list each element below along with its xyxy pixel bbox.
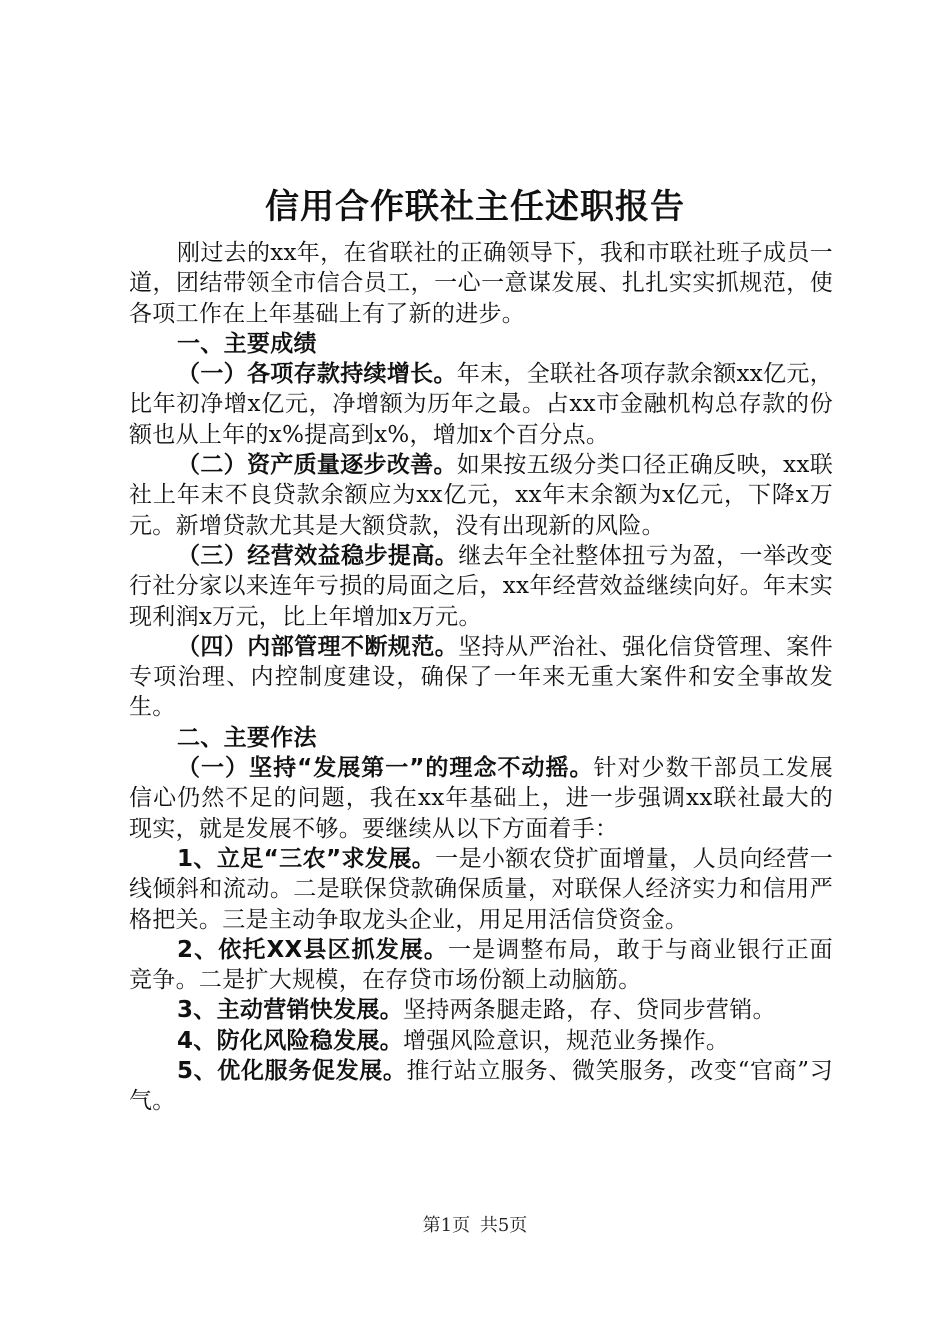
- paragraph: [129, 1056, 833, 1117]
- intro-paragraph: [129, 238, 833, 329]
- paragraph: [129, 450, 833, 541]
- paragraph: [129, 1026, 833, 1056]
- paragraph-lead: （二）资产质量逐步改善。: [177, 452, 457, 479]
- page-number: 第1页: [422, 1215, 471, 1236]
- paragraph: [129, 632, 833, 723]
- paragraph-text: 针对少数干部员工发展信心仍然不足的问题，我在xx年基础上，进一步强调xx联社最大的现实，就是发展不够。要继续从以下方面着手：: [129, 755, 833, 842]
- document-body: [129, 238, 833, 1117]
- paragraph-text: 继去年全社整体扭亏为盈，一举改变行社分家以来连年亏损的局面之后，xx年经营效益继续向好。年末实现利润x万元，比上年增加x万元。: [129, 542, 833, 630]
- page-total: 共5页: [479, 1215, 528, 1236]
- paragraph-text: 推行站立服务、微笑服务，改变“官商”习气。: [129, 1058, 833, 1115]
- paragraph-lead: （一）各项存款持续增长。: [177, 361, 457, 388]
- paragraph-text: 年末，全联社各项存款余额xx亿元，比年初净增x亿元，净增额为历年之最。占xx市金融机构总存款的份额也从上年的x%提高到x%，增加x个百分点。: [129, 361, 833, 448]
- paragraph: [129, 359, 833, 450]
- section-heading-text: 一、主要成绩: [177, 330, 317, 357]
- paragraph-text: 坚持两条腿走路，存、贷同步营销。: [403, 997, 776, 1024]
- paragraph-lead: （一）坚持“发展第一”的理念不动摇。: [177, 755, 594, 782]
- paragraph-lead: （三）经营效益稳步提高。: [177, 542, 459, 569]
- paragraph: [129, 995, 833, 1025]
- paragraph-lead: 2、依托XX县区抓发展。: [177, 936, 448, 963]
- paragraph-lead: 5、优化服务促发展。: [177, 1058, 407, 1085]
- paragraph: [129, 753, 833, 844]
- paragraph-lead: （四）内部管理不断规范。: [177, 633, 459, 660]
- paragraph: [129, 844, 833, 935]
- paragraph-lead: 4、防化风险稳发展。: [177, 1027, 404, 1054]
- paragraph: [129, 935, 833, 996]
- paragraph-text: 刚过去的xx年，在省联社的正确领导下，我和市联社班子成员一道，团结带领全市信合员工，一心一意谋发展、扎扎实实抓规范，使各项工作在上年基础上有了新的进步。: [129, 240, 833, 327]
- paragraph: [129, 541, 833, 632]
- section-heading: [129, 723, 833, 753]
- section-heading-text: 二、主要作法: [177, 724, 317, 751]
- paragraph-lead: 1、立足“三农”求发展。: [177, 845, 436, 872]
- section-heading: [129, 329, 833, 359]
- paragraph-lead: 3、主动营销快发展。: [177, 997, 404, 1024]
- paragraph-text: 一是小额农贷扩面增量，人员向经营一线倾斜和流动。二是联保贷款确保质量，对联保人经济实力和信用严格把关。三是主动争取龙头企业，用足用活信贷资金。: [129, 845, 833, 933]
- paragraph-text: 增强风险意识，规范业务操作。: [403, 1027, 730, 1054]
- paragraph-text: 坚持从严治社、强化信贷管理、案件专项治理、内控制度建设，确保了一年来无重大案件和安全事故发生。: [129, 633, 833, 721]
- document-title: 信用合作联社主任述职报告: [265, 187, 685, 227]
- page-footer: [0, 1213, 950, 1239]
- paragraph-text: 一是调整布局，敢于与商业银行正面竞争。二是扩大规模，在存贷市场份额上动脑筋。: [129, 936, 833, 994]
- paragraph-text: 如果按五级分类口径正确反映，xx联社上年末不良贷款余额应为xx亿元，xx年末余额为x亿元，下降x万元。新增贷款尤其是大额贷款，没有出现新的风险。: [129, 452, 833, 539]
